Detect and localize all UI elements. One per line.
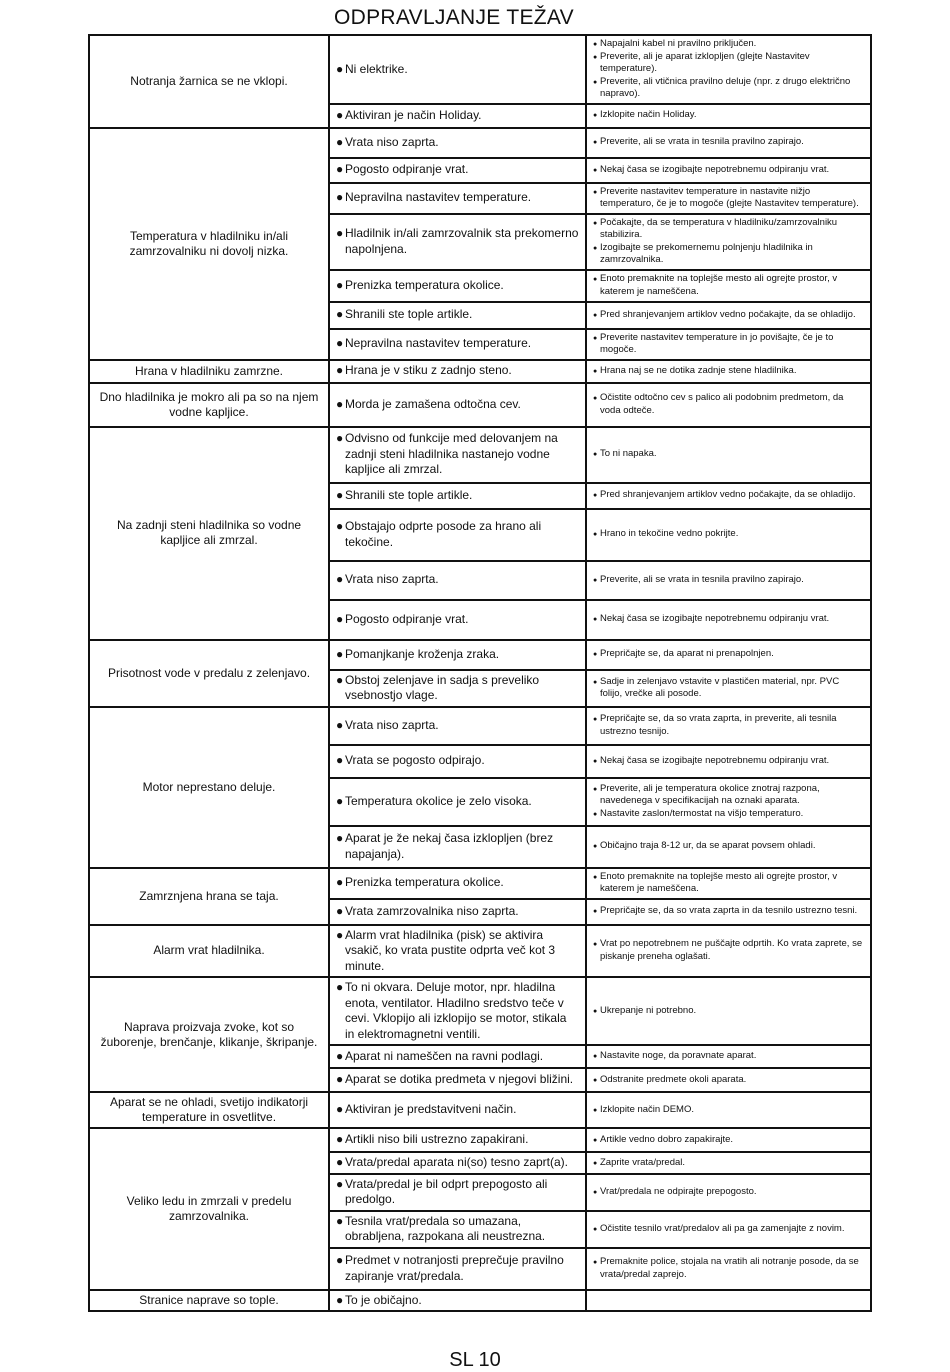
- solution-cell: [586, 427, 871, 483]
- solution-text: ● Hrano in tekočine vedno pokrijte.: [593, 528, 864, 541]
- solution-cell: [586, 899, 871, 925]
- solution-text: ● Preverite nastavitev temperature in jo povišajte, če je to mogoče.: [593, 332, 864, 357]
- problem-cell: Notranja žarnica se ne vklopi.: [89, 35, 329, 128]
- cause-text: ● Predmet v notranjosti preprečuje pravilno zapiranje vrat/predala.: [336, 1253, 579, 1284]
- table-row: [89, 35, 871, 104]
- cause-text: ● Vrata/predal je bil odprt prepogosto ali predolgo.: [336, 1177, 579, 1208]
- solution-text: ● Nekaj časa se izogibajte nepotrebnemu odpiranju vrat.: [593, 613, 864, 626]
- cause-cell: [329, 1128, 586, 1152]
- cause-text: ● Aparat je že nekaj časa izklopljen (brez napajanja).: [336, 831, 579, 862]
- problem-cell: Temperatura v hladilniku in/ali zamrzovalniku ni dovolj nizka.: [89, 128, 329, 360]
- cause-text: ● Pogosto odpiranje vrat.: [336, 162, 579, 178]
- cause-text: ● Vrata niso zaprta.: [336, 572, 579, 588]
- cause-cell: [329, 1211, 586, 1248]
- table-row: [89, 925, 871, 978]
- solution-text: ● Enoto premaknite na toplejše mesto ali ogrejte prostor, v katerem je nameščena.: [593, 871, 864, 896]
- solution-text: ● Artikle vedno dobro zapakirajte.: [593, 1134, 864, 1147]
- solution-cell: [586, 183, 871, 214]
- solution-text: ● Zaprite vrata/predal.: [593, 1157, 864, 1170]
- solution-cell: [586, 670, 871, 707]
- solution-cell: [586, 561, 871, 600]
- solution-text: ● Preverite, ali se vrata in tesnila pravilno zapirajo.: [593, 574, 864, 587]
- cause-cell: [329, 427, 586, 483]
- table-row: [89, 977, 871, 1045]
- solution-cell: [586, 925, 871, 978]
- solution-cell: [586, 745, 871, 778]
- cause-text: ● Artikli niso bili ustrezno zapakirani.: [336, 1132, 579, 1148]
- cause-cell: [329, 640, 586, 670]
- page-number: SL 10: [449, 1349, 501, 1371]
- page-title: ODPRAVLJANJE TEŽAV: [334, 6, 574, 29]
- cause-text: ● Odvisno od funkcije med delovanjem na zadnji steni hladilnika nastanejo vodne kapljice ali zmrzal.: [336, 431, 579, 478]
- problem-cell: Stranice naprave so tople.: [89, 1290, 329, 1312]
- cause-text: ● Aktiviran je način Holiday.: [336, 108, 579, 124]
- cause-cell: [329, 561, 586, 600]
- solution-cell: [586, 158, 871, 183]
- cause-cell: [329, 128, 586, 158]
- solution-cell: [586, 868, 871, 899]
- solution-text: ● Odstranite predmete okoli aparata.: [593, 1074, 864, 1087]
- solution-text: ● Sadje in zelenjavo vstavite v plastičen material, npr. PVC folijo, vrečke ali posode.: [593, 676, 864, 701]
- solution-cell: [586, 104, 871, 128]
- solution-cell: [586, 1152, 871, 1174]
- cause-text: ● Temperatura okolice je zelo visoka.: [336, 794, 579, 810]
- cause-text: ● Nepravilna nastavitev temperature.: [336, 190, 579, 206]
- solution-text: ● Prepričajte se, da aparat ni prenapolnjen.: [593, 648, 864, 661]
- cause-cell: [329, 670, 586, 707]
- cause-text: ● Shranili ste tople artikle.: [336, 488, 579, 504]
- solution-cell: [586, 1045, 871, 1068]
- solution-cell: [586, 270, 871, 302]
- cause-cell: [329, 1092, 586, 1128]
- solution-text: ● Prepričajte se, da so vrata zaprta in da tesnilo ustrezno tesni.: [593, 905, 864, 918]
- solution-cell: [586, 826, 871, 868]
- cause-cell: [329, 1290, 586, 1312]
- solution-text: ● Hrana naj se ne dotika zadnje stene hladilnika.: [593, 365, 864, 378]
- solution-text: ● Preverite nastavitev temperature in nastavite nižjo temperaturo, če je to mogoče (glejte Nastavitev temperature).: [593, 186, 864, 211]
- solution-text: ● Izklopite način Holiday.: [593, 109, 864, 122]
- solution-cell: [586, 128, 871, 158]
- cause-text: ● Hladilnik in/ali zamrzovalnik sta prekomerno napolnjena.: [336, 226, 579, 257]
- table-row: [89, 360, 871, 383]
- solution-cell: [586, 383, 871, 427]
- solution-text: ● To ni napaka.: [593, 448, 864, 461]
- problem-cell: Alarm vrat hladilnika.: [89, 925, 329, 978]
- solution-cell: [586, 360, 871, 383]
- solution-cell: [586, 1290, 871, 1312]
- cause-text: ● Aktiviran je predstavitveni način.: [336, 1102, 579, 1118]
- cause-text: ● Pogosto odpiranje vrat.: [336, 612, 579, 628]
- solution-cell: [586, 707, 871, 745]
- problem-cell: Prisotnost vode v predalu z zelenjavo.: [89, 640, 329, 707]
- solution-text: ● Izogibajte se prekomernemu polnjenju hladilnika in zamrzovalnika.: [593, 242, 864, 267]
- solution-text: ● Vrat po nepotrebnem ne puščajte odprtih. Ko vrata zaprete, se piskanje preneha oglašati.: [593, 938, 864, 963]
- cause-cell: [329, 899, 586, 925]
- cause-cell: [329, 214, 586, 270]
- solution-cell: [586, 329, 871, 360]
- solution-text: ● Nekaj časa se izogibajte nepotrebnemu odpiranju vrat.: [593, 164, 864, 177]
- solution-cell: [586, 1248, 871, 1290]
- cause-text: ● Nepravilna nastavitev temperature.: [336, 336, 579, 352]
- cause-text: ● Ni elektrike.: [336, 62, 579, 78]
- cause-cell: [329, 509, 586, 561]
- table-row: [89, 427, 871, 483]
- cause-cell: [329, 600, 586, 640]
- table-row: [89, 868, 871, 899]
- problem-cell: Motor neprestano deluje.: [89, 707, 329, 868]
- table-row: [89, 707, 871, 745]
- solution-text: ● Očistite odtočno cev s palico ali podobnim predmetom, da voda odteče.: [593, 392, 864, 417]
- cause-cell: [329, 183, 586, 214]
- problem-cell: Zamrznjena hrana se taja.: [89, 868, 329, 925]
- solution-text: ● Preverite, ali je temperatura okolice znotraj razpona, navedenega v specifikacijah na oznaki aparata.: [593, 783, 864, 808]
- cause-cell: [329, 707, 586, 745]
- cause-text: ● Vrata zamrzovalnika niso zaprta.: [336, 904, 579, 920]
- problem-cell: Dno hladilnika je mokro ali pa so na njem vodne kapljice.: [89, 383, 329, 427]
- problem-cell: Hrana v hladilniku zamrzne.: [89, 360, 329, 383]
- solution-cell: [586, 1174, 871, 1211]
- cause-text: ● Vrata niso zaprta.: [336, 718, 579, 734]
- solution-cell: [586, 302, 871, 329]
- cause-cell: [329, 1152, 586, 1174]
- cause-text: ● Alarm vrat hladilnika (pisk) se aktivira vsakič, ko vrata pustite odprta več kot 3 minute.: [336, 928, 579, 975]
- cause-text: ● Shranili ste tople artikle.: [336, 307, 579, 323]
- cause-text: ● Pomanjkanje kroženja zraka.: [336, 647, 579, 663]
- cause-cell: [329, 104, 586, 128]
- cause-text: ● Tesnila vrat/predala so umazana, obrabljena, razpokana ali neustrezna.: [336, 1214, 579, 1245]
- problem-cell: Aparat se ne ohladi, svetijo indikatorji temperature in osvetlitve.: [89, 1092, 329, 1128]
- cause-cell: [329, 35, 586, 104]
- cause-cell: [329, 778, 586, 826]
- solution-cell: [586, 509, 871, 561]
- cause-cell: [329, 1174, 586, 1211]
- cause-text: ● Aparat ni nameščen na ravni podlagi.: [336, 1049, 579, 1065]
- cause-text: ● Prenizka temperatura okolice.: [336, 875, 579, 891]
- cause-cell: [329, 868, 586, 899]
- solution-text: ● Počakajte, da se temperatura v hladilniku/zamrzovalniku stabilizira.: [593, 217, 864, 242]
- cause-text: ● Prenizka temperatura okolice.: [336, 278, 579, 294]
- solution-text: ● Pred shranjevanjem artiklov vedno počakajte, da se ohladijo.: [593, 309, 864, 322]
- cause-text: ● Morda je zamašena odtočna cev.: [336, 397, 579, 413]
- solution-cell: [586, 35, 871, 104]
- problem-cell: Naprava proizvaja zvoke, kot so žuborenje, brenčanje, klikanje, škripanje.: [89, 977, 329, 1092]
- solution-text: ● Vrat/predala ne odpirajte prepogosto.: [593, 1186, 864, 1199]
- solution-text: ● Preverite, ali se vrata in tesnila pravilno zapirajo.: [593, 136, 864, 149]
- solution-cell: [586, 640, 871, 670]
- cause-cell: [329, 360, 586, 383]
- solution-text: ● Očistite tesnilo vrat/predalov ali pa ga zamenjajte z novim.: [593, 1223, 864, 1236]
- problem-cell: Na zadnji steni hladilnika so vodne kapljice ali zmrzal.: [89, 427, 329, 640]
- cause-cell: [329, 1068, 586, 1092]
- cause-cell: [329, 977, 586, 1045]
- solution-text: ● Nastavite zaslon/termostat na višjo temperaturo.: [593, 808, 864, 821]
- solution-cell: [586, 778, 871, 826]
- cause-text: ● Hrana je v stiku z zadnjo steno.: [336, 363, 579, 379]
- cause-cell: [329, 925, 586, 978]
- table-row: [89, 1092, 871, 1128]
- cause-cell: [329, 1045, 586, 1068]
- solution-cell: [586, 600, 871, 640]
- cause-text: ● Aparat se dotika predmeta v njegovi bližini.: [336, 1072, 579, 1088]
- solution-cell: [586, 214, 871, 270]
- solution-text: ● Enoto premaknite na toplejše mesto ali ogrejte prostor, v katerem je nameščena.: [593, 273, 864, 298]
- cause-cell: [329, 826, 586, 868]
- cause-cell: [329, 745, 586, 778]
- cause-text: ● Obstajajo odprte posode za hrano ali tekočine.: [336, 519, 579, 550]
- table-row: [89, 1290, 871, 1312]
- solution-cell: [586, 1128, 871, 1152]
- table-row: [89, 128, 871, 158]
- solution-text: ● Napajalni kabel ni pravilno priključen.: [593, 38, 864, 51]
- troubleshooting-table: [88, 34, 872, 1312]
- cause-cell: [329, 483, 586, 509]
- solution-cell: [586, 483, 871, 509]
- solution-cell: [586, 1068, 871, 1092]
- solution-text: ● Premaknite police, stojala na vratih ali notranje posode, da se vrata/predal zaprejo.: [593, 1256, 864, 1281]
- cause-text: ● Obstoj zelenjave in sadja s preveliko vsebnostjo vlage.: [336, 673, 579, 704]
- cause-cell: [329, 329, 586, 360]
- solution-cell: [586, 977, 871, 1045]
- table-row: [89, 383, 871, 427]
- cause-cell: [329, 383, 586, 427]
- solution-cell: [586, 1211, 871, 1248]
- cause-cell: [329, 1248, 586, 1290]
- solution-text: ● Nekaj časa se izogibajte nepotrebnemu odpiranju vrat.: [593, 755, 864, 768]
- cause-cell: [329, 158, 586, 183]
- cause-text: ● Vrata/predal aparata ni(so) tesno zaprt(a).: [336, 1155, 579, 1171]
- solution-text: ● Ukrepanje ni potrebno.: [593, 1005, 864, 1018]
- solution-text: ● Izklopite način DEMO.: [593, 1104, 864, 1117]
- solution-text: ● Običajno traja 8-12 ur, da se aparat povsem ohladi.: [593, 840, 864, 853]
- cause-text: ● To ni okvara. Deluje motor, npr. hladilna enota, ventilator. Hladilno sredstvo teče v cevi. Vklopijo ali izklopijo se motor, stikala in elektromagnetni ventili.: [336, 980, 579, 1042]
- solution-cell: [586, 1092, 871, 1128]
- solution-text: ● Prepričajte se, da so vrata zaprta, in preverite, ali tesnila ustrezno tesnijo.: [593, 713, 864, 738]
- cause-text: ● Vrata se pogosto odpirajo.: [336, 753, 579, 769]
- solution-text: ● Preverite, ali je aparat izklopljen (glejte Nastavitev temperature).: [593, 51, 864, 76]
- cause-cell: [329, 302, 586, 329]
- solution-text: ● Nastavite noge, da poravnate aparat.: [593, 1050, 864, 1063]
- solution-text: ● Pred shranjevanjem artiklov vedno počakajte, da se ohladijo.: [593, 489, 864, 502]
- cause-text: ● To je običajno.: [336, 1293, 579, 1309]
- solution-text: ● Preverite, ali vtičnica pravilno deluje (npr. z drugo električno napravo).: [593, 76, 864, 101]
- problem-cell: Veliko ledu in zmrzali v predelu zamrzovalnika.: [89, 1128, 329, 1290]
- cause-cell: [329, 270, 586, 302]
- table-row: [89, 640, 871, 670]
- cause-text: ● Vrata niso zaprta.: [336, 135, 579, 151]
- table-row: [89, 1128, 871, 1152]
- troubleshooting-table-body: [89, 35, 871, 1311]
